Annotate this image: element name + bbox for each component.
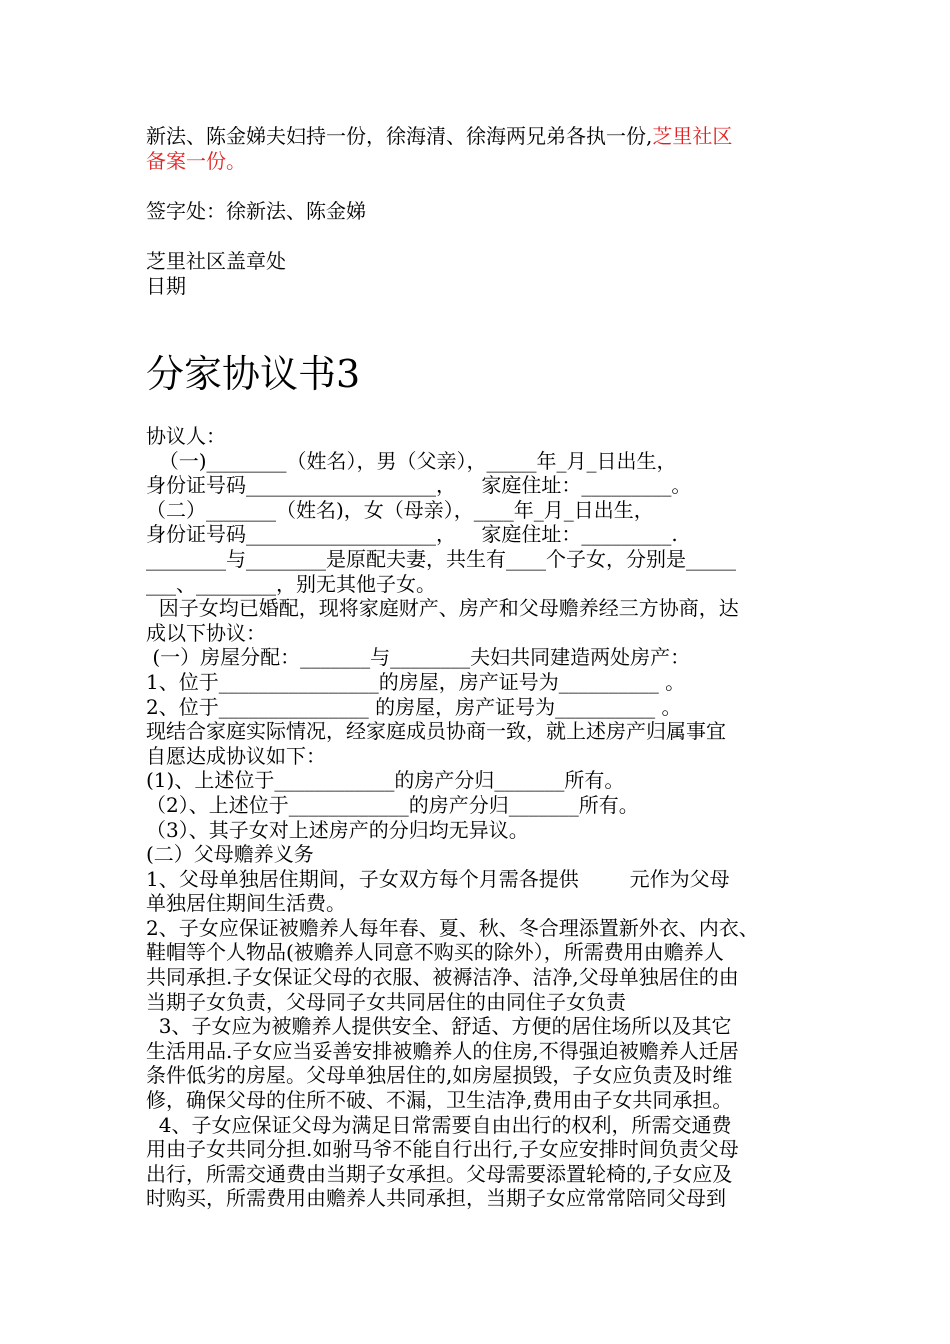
body-line: (1)、上述位于____________的房产分归_______所有。 xyxy=(146,768,625,793)
community-archive-text: 芝里社区 xyxy=(652,124,733,148)
body-line: 成以下协议： xyxy=(146,620,266,645)
body-line: 2、子女应保证被赡养人每年春、夏、秋、冬合理添置新外衣、内衣、 xyxy=(146,915,759,940)
body-line: 当期子女负责，父母同子女共同居住的由同住子女负责 xyxy=(146,989,626,1014)
body-line: 鞋帽等个人物品(被赡养人同意不购买的除外），所需费用由赡养人 xyxy=(146,940,724,965)
body-line: 协议人： xyxy=(146,424,226,448)
stamp-block xyxy=(146,249,816,298)
body-line: (二）父母赡养义务 xyxy=(146,842,314,867)
body-line: 修，确保父母的住所不破、不漏，卫生洁净,费用由子女共同承担。 xyxy=(146,1088,733,1113)
body-line: 条件低劣的房屋。父母单独居住的,如房屋损毁，子女应负责及时维 xyxy=(146,1063,733,1088)
body-line: 自愿达成协议如下： xyxy=(146,743,326,768)
body-line: 1、位于________________的房屋，房产证号为__________ 。 xyxy=(146,669,686,694)
copies-text: 新法、陈金娣夫妇持一份，徐海清、徐海两兄弟各执一份, xyxy=(146,124,653,148)
body-line: 现结合家庭实际情况，经家庭成员协商一致，就上述房产归属事宜 xyxy=(146,719,726,744)
body-line: ___、________，别无其他子女。 xyxy=(146,571,436,596)
body-line: （二）_______（姓名)，女（母亲），____年_月_日出生， xyxy=(146,497,654,522)
previous-section xyxy=(146,124,816,173)
body-line: (一）房屋分配：_______与________夫妇共同建造两处房产： xyxy=(146,645,691,670)
body-line: 4、子女应保证父母为满足日常需要自由出行的权利，所需交通费 xyxy=(146,1112,732,1137)
copies-line-2: 备案一份。 xyxy=(146,148,246,173)
date-line: 日期 xyxy=(146,273,186,298)
body-line: 3、子女应为被赡养人提供安全、舒适、方便的居住场所以及其它 xyxy=(146,1014,732,1039)
body-line: 时购买，所需费用由赡养人共同承担，当期子女应常常陪同父母到 xyxy=(146,1186,726,1211)
body-line: （2）、上述位于____________的房产分归_______所有。 xyxy=(146,792,639,817)
body-line: 出行，所需交通费由当期子女承担。父母需要添置轮椅的,子女应及 xyxy=(146,1161,733,1186)
document-title: 分家协议书3 xyxy=(146,352,361,396)
body-line: 2、位于_______________ 的房屋，房产证号为__________ 。 xyxy=(146,694,682,719)
body-line: 身份证号码___________________， 家庭住址：_________。 xyxy=(146,473,692,498)
body-line: 因子女均已婚配，现将家庭财产、房产和父母赡养经三方协商，达 xyxy=(146,596,739,621)
copies-line-1 xyxy=(146,124,816,149)
agreement-body xyxy=(146,424,816,1211)
body-line: 用由子女共同分担.如驸马爷不能自行出行,子女应安排时间负责父母 xyxy=(146,1137,739,1162)
body-line: ________与________是原配夫妻，共生有____个子女，分别是_____ xyxy=(146,546,736,571)
body-line: 身份证号码___________________， 家庭住址：_________. xyxy=(146,522,678,547)
body-line: （3）、其子女对上述房产的分归均无异议。 xyxy=(146,817,529,842)
stamp-line: 芝里社区盖章处 xyxy=(146,249,286,273)
body-line: （一)________（姓名），男（父亲），_____年_月_日出生， xyxy=(146,448,677,473)
body-line: 共同承担.子女保证父母的衣服、被褥洁净、洁净,父母单独居住的由 xyxy=(146,965,739,990)
signature-line: 签字处：徐新法、陈金娣 xyxy=(146,199,366,223)
body-line: 生活用品.子女应当妥善安排被赡养人的住房,不得强迫被赡养人迁居 xyxy=(146,1038,739,1063)
body-line: 单独居住期间生活费。 xyxy=(146,891,346,916)
body-line: 1、父母单独居住期间，子女双方每个月需各提供 元作为父母 xyxy=(146,866,730,891)
